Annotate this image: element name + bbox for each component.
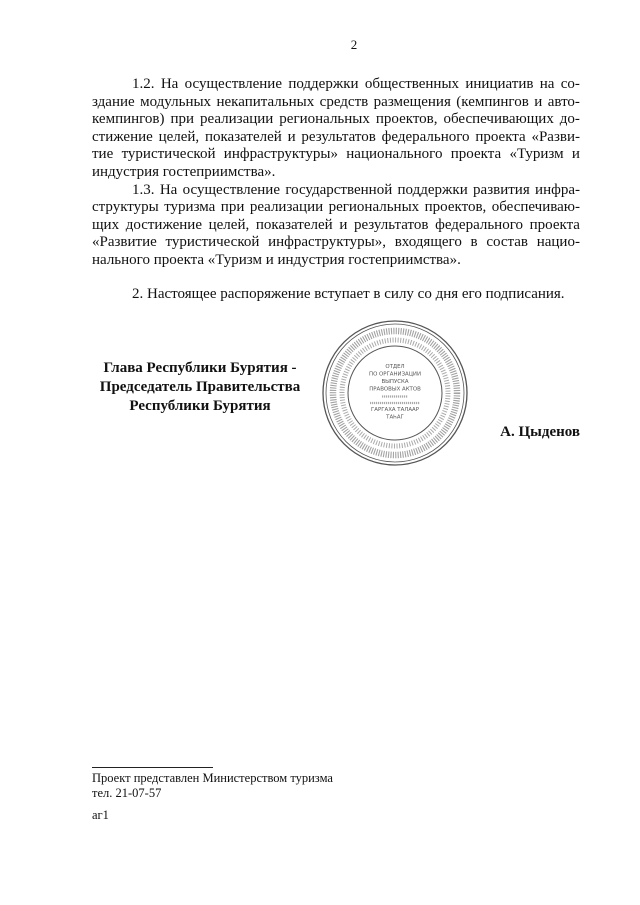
clause-1-2 xyxy=(92,76,580,182)
text-line: 1.2. На осуществление поддержки общественных инициатив на со- xyxy=(132,76,580,92)
seal-illegible-lines xyxy=(370,397,420,404)
text-line: тие туристической инфраструктуры» национального проекта «Туризм и xyxy=(92,146,580,163)
seal-text-line: ПРАВОВЫХ АКТОВ xyxy=(369,386,421,393)
seal-text-line: ГАРГАХА ТАЛААР xyxy=(371,407,419,413)
footer-prepared-by: Проект представлен Министерством туризма xyxy=(92,771,333,785)
text-line: здание модульных некапитальных средств размещения (кемпингов и авто- xyxy=(92,93,580,110)
signatory-name: А. Цыденов xyxy=(500,424,580,440)
seal-text-line: ТАҺАГ xyxy=(386,414,404,421)
signatory-title-line: Глава Республики Бурятия - xyxy=(103,360,297,376)
seal-inner-text xyxy=(369,364,421,393)
text-line: стижение целей, показателей и результатов федерального проекта «Разви- xyxy=(92,128,580,145)
official-seal xyxy=(320,318,470,468)
footer-divider xyxy=(92,767,213,768)
clause-2: 2. Настоящее распоряжение вступает в силу со дня его подписания. xyxy=(132,286,565,302)
seal-outer-ring-inner xyxy=(326,324,464,462)
seal-text-line: ПО ОРГАНИЗАЦИИ xyxy=(369,371,421,378)
page-number: 2 xyxy=(350,37,358,52)
text-line: щих достижение целей, показателей и результатов федерального проекта xyxy=(92,216,580,233)
text-line: индустрия гостеприимства». xyxy=(92,163,276,180)
clause-1-3 xyxy=(92,182,580,270)
seal-text-line: ОТДЕЛ xyxy=(385,364,405,370)
seal-text-ring-inner xyxy=(342,340,448,446)
signatory-title xyxy=(92,359,308,416)
seal-text-line: ВЫПУСКА xyxy=(381,379,409,385)
seal-outer-ring xyxy=(323,321,467,465)
clauses-body xyxy=(92,76,580,270)
text-line: нального проекта «Туризм и индустрия гостеприимства». xyxy=(92,251,461,268)
seal-inner-ring xyxy=(348,346,442,440)
footer-phone: тел. 21-07-57 xyxy=(92,786,162,800)
footer-code: аг1 xyxy=(92,808,109,822)
signatory-title-line: Председатель Правительства xyxy=(99,379,301,395)
text-line: кемпингов) при реализации региональных проектов, обеспечивающих до- xyxy=(92,111,580,128)
text-line: структуры туризма при реализации региональных проектов, обеспечиваю- xyxy=(92,199,580,216)
text-line: 1.3. На осуществление государственной поддержки развития инфра- xyxy=(132,181,580,198)
seal-text-ring-outer xyxy=(333,331,457,455)
signatory-title-line: Республики Бурятия xyxy=(129,398,271,414)
text-line: «Развитие туристической инфраструктуры», входящего в состав нацио- xyxy=(92,234,580,251)
